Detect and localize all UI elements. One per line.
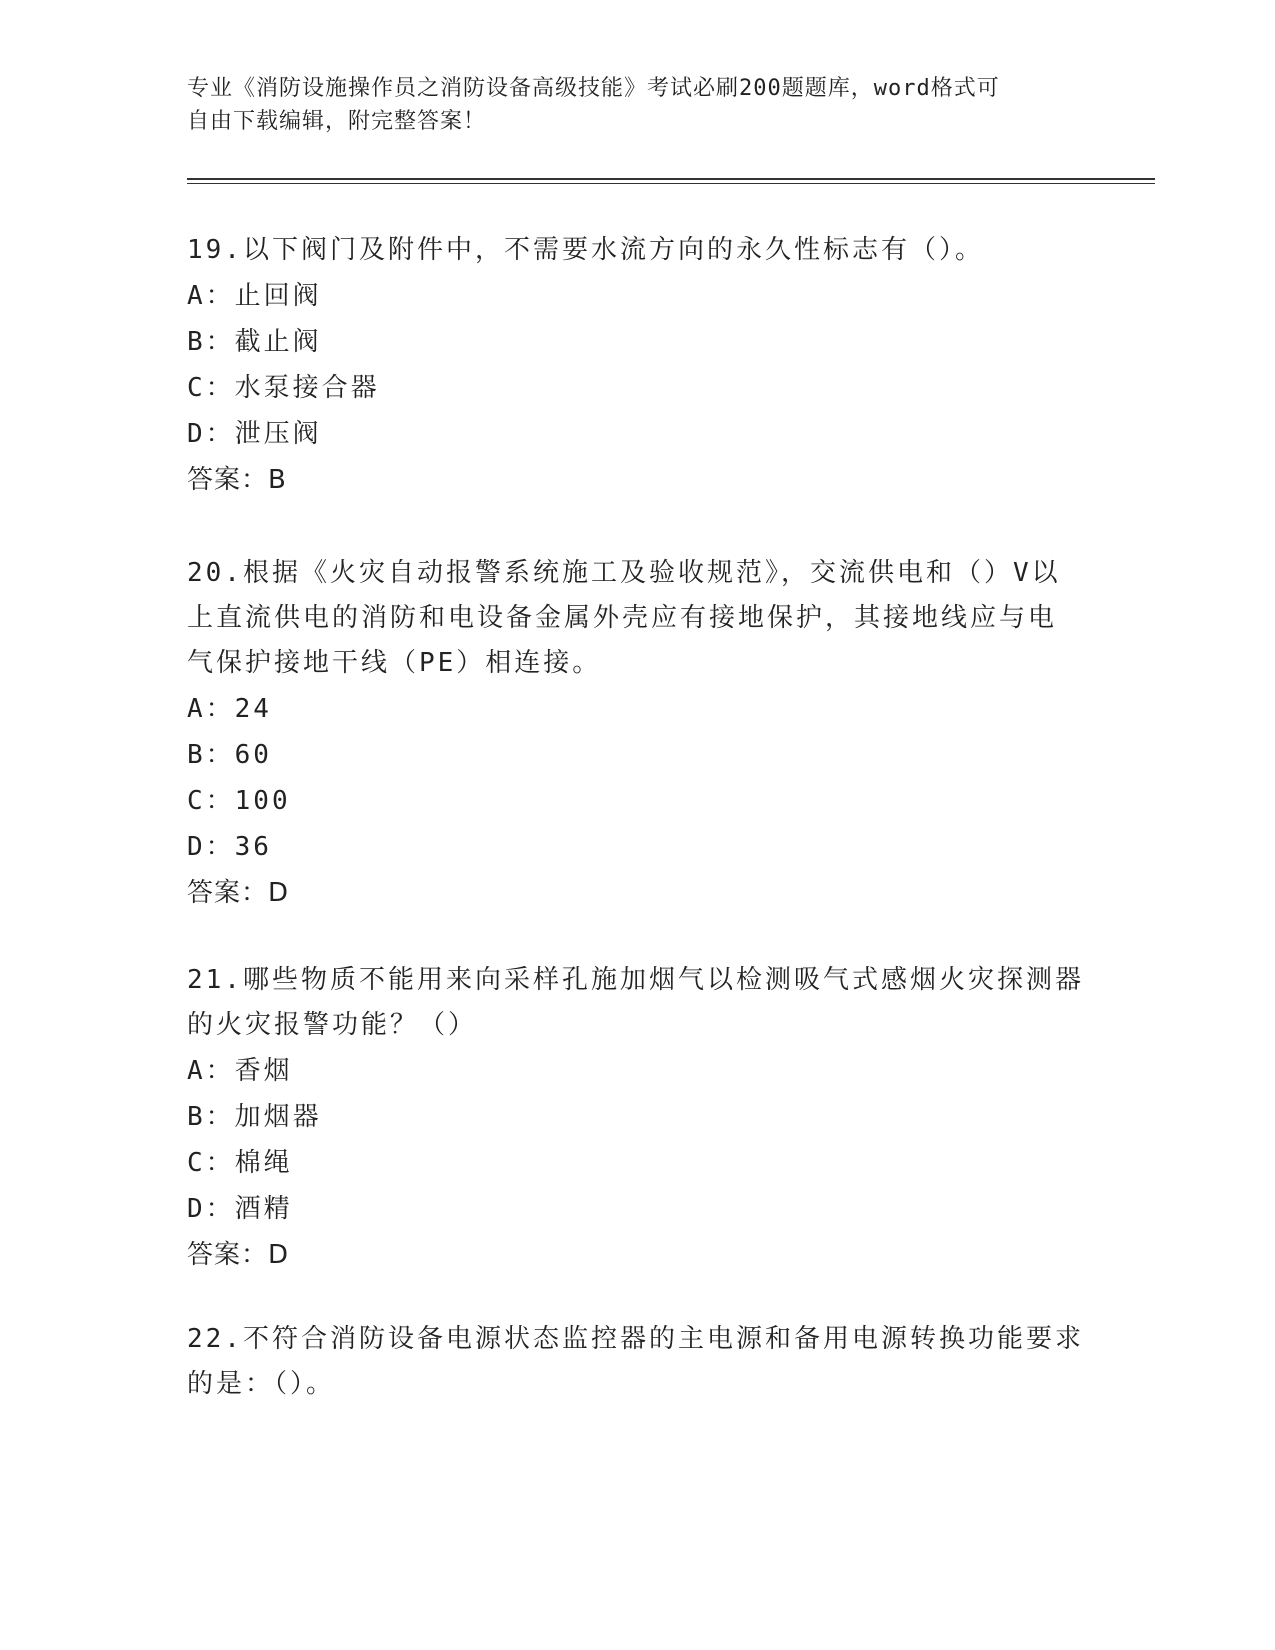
question-stem-line-2: 上直流供电的消防和电设备金属外壳应有接地保护，其接地线应与电	[187, 603, 1058, 633]
header-line-2: 自由下载编辑，附完整答案！	[187, 109, 487, 134]
answer: 答案：D	[187, 1240, 290, 1270]
question-stem-line-1: 20.根据《火灾自动报警系统施工及验收规范》，交流供电和（）V以	[187, 558, 1061, 588]
option-c: C：水泵接合器	[187, 373, 380, 403]
option-d: D：酒精	[187, 1194, 293, 1224]
option-d: D：泄压阀	[187, 419, 322, 449]
option-a: A：香烟	[187, 1056, 293, 1086]
answer: 答案：D	[187, 878, 290, 908]
document-header	[187, 72, 1087, 138]
question-stem-line-3: 气保护接地干线（PE）相连接。	[187, 648, 602, 678]
question-20	[187, 551, 1087, 916]
option-a: A：止回阀	[187, 281, 322, 311]
question-19	[187, 228, 1087, 503]
question-stem-line-2: 的火灾报警功能？（）	[187, 1010, 478, 1040]
option-c: C：100	[187, 786, 291, 816]
option-b: B：加烟器	[187, 1102, 322, 1132]
question-22	[187, 1317, 1087, 1407]
option-d: D：36	[187, 832, 272, 862]
answer: 答案：B	[187, 465, 287, 495]
header-divider-thick	[187, 178, 1155, 180]
question-stem-line-2: 的是：（）。	[187, 1369, 336, 1399]
question-21	[187, 958, 1087, 1278]
question-stem-line-1: 22.不符合消防设备电源状态监控器的主电源和备用电源转换功能要求	[187, 1324, 1084, 1354]
option-b: B：截止阀	[187, 327, 322, 357]
option-a: A：24	[187, 694, 272, 724]
option-c: C：棉绳	[187, 1148, 293, 1178]
header-line-1: 专业《消防设施操作员之消防设备高级技能》考试必刷200题题库，word格式可	[187, 76, 1000, 101]
header-divider-thin	[187, 183, 1155, 184]
question-stem-line-1: 21.哪些物质不能用来向采样孔施加烟气以检测吸气式感烟火灾探测器	[187, 965, 1084, 995]
question-stem: 19.以下阀门及附件中，不需要水流方向的永久性标志有（）。	[187, 235, 984, 265]
option-b: B：60	[187, 740, 272, 770]
